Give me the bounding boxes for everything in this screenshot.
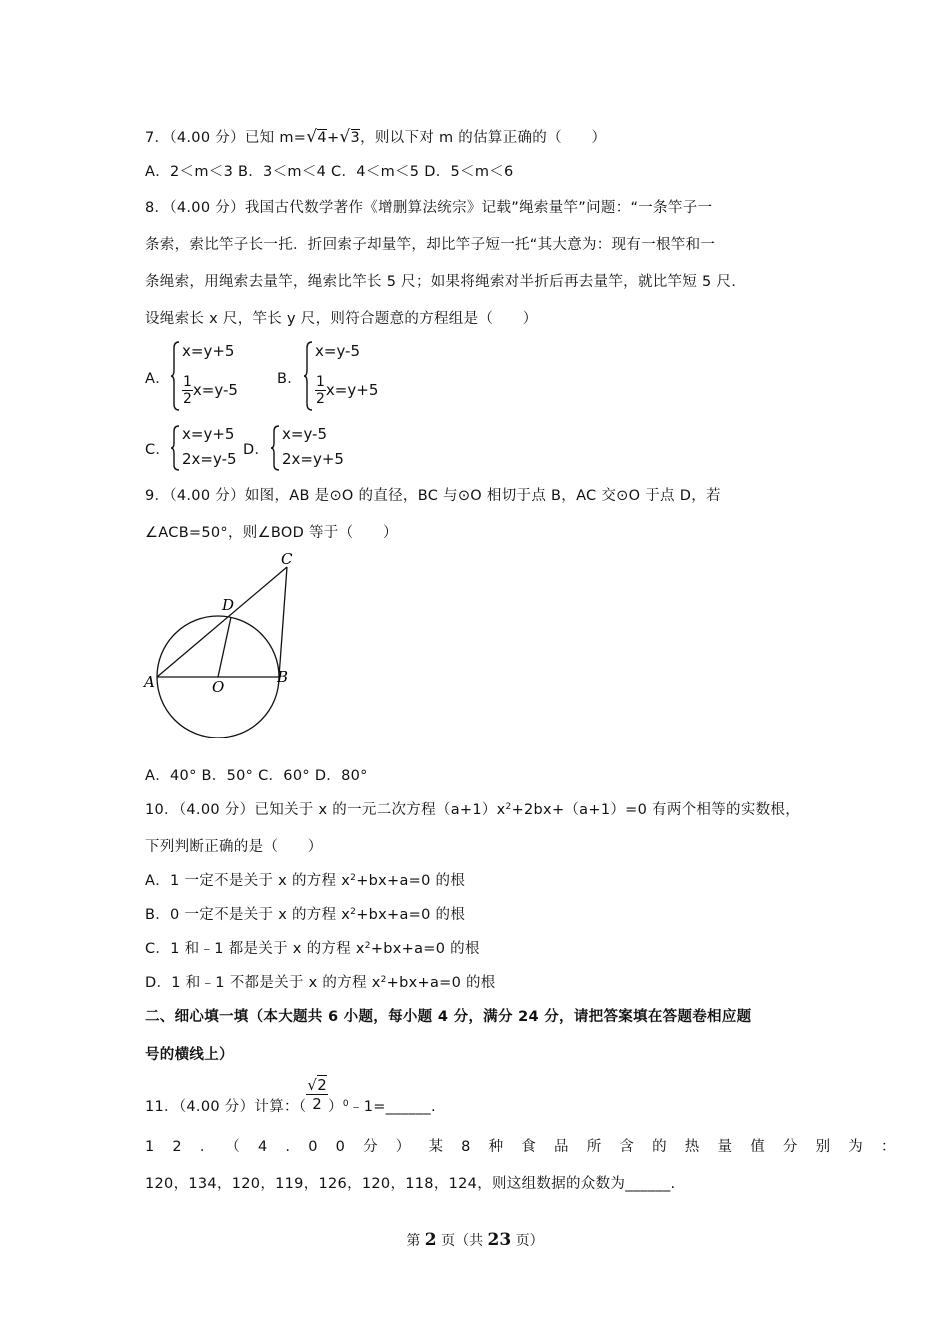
q9-line-2: ∠ACB=50°，则∠BOD 等于（ ） — [145, 525, 398, 541]
q10-line-2: 下列判断正确的是（ ） — [145, 839, 323, 855]
q8-line-1: 8．（4.00 分）我国古代数学著作《增删算法统宗》记载”绳索量竿”问题：“一条竿子一 — [145, 200, 713, 216]
label-a: A — [144, 673, 155, 691]
tangent-bc — [279, 567, 287, 677]
label-c: C — [281, 550, 293, 568]
sqrt-symbol: √ — [307, 1076, 318, 1094]
page-number: 2 — [424, 1230, 437, 1250]
page-total: 23 — [487, 1230, 512, 1250]
q9-options: A．40° B．50° C．60° D．80° — [145, 768, 368, 784]
label-o: O — [212, 678, 225, 696]
sqrt-fraction: $\frac{√2}{2}$ — [307, 1076, 328, 1113]
q8-line-4: 设绳索长 x 尺，竿长 y 尺，则符合题意的方程组是（ ） — [145, 311, 538, 327]
fraction: $\frac{1}{2}$ — [183, 374, 192, 407]
q8-option-a-label: A． — [145, 371, 171, 387]
section-2-heading-cont: 号的横线上） — [145, 1047, 234, 1063]
q8-option-c-label: C． — [145, 442, 171, 458]
q8-option-b-label: B． — [277, 371, 303, 387]
fraction: $\frac{1}{2}$ — [316, 374, 325, 407]
q10-option-c: C．1 和﹣1 都是关于 x 的方程 $x^2+bx+a=0$ 的根 — [145, 941, 480, 957]
q10-option-d: D．1 和﹣1 不都是关于 x 的方程 $x^2+bx+a=0$ 的根 — [145, 975, 496, 991]
label-b: B — [277, 668, 289, 686]
q8-line-2: 条索，索比竿子长一托．折回索子却量竿，却比竿子短一托“其大意为：现有一根竿和一 — [145, 237, 716, 253]
sqrt-symbol: √ — [339, 127, 351, 147]
q12-line-2: 120，134，120，119，126，120，118，124，则这组数据的众数为______. — [145, 1176, 676, 1192]
q8-line-3: 条绳索，用绳索去量竿，绳索比竿长 5 尺；如果将绳索对半折后再去量竿，就比竿短 5 尺. — [145, 274, 737, 290]
q7-stem: 7．（4.00 分）已知 m=√4+√3，则以下对 m 的估算正确的（ ） — [145, 127, 607, 147]
q10-line-1: 10．（4.00 分）已知关于 x 的一元二次方程$(a+1)x^2+2bx+(a+1)=0$ 有两个相等的实数根， — [145, 802, 801, 818]
q7-options: A．2＜m＜3 B．3＜m＜4 C．4＜m＜5 D．5＜m＜6 — [145, 164, 514, 180]
q8-option-d-label: D． — [243, 442, 270, 458]
radius-od — [218, 617, 231, 677]
q9-line-1: 9．（4.00 分）如图，AB 是⊙O 的直径，BC 与⊙O 相切于点 B，AC 交⊙O 于点 D，若 — [145, 488, 721, 504]
circle-tangent-figure — [140, 548, 310, 738]
left-brace-icon — [270, 424, 280, 472]
left-brace-icon — [170, 340, 180, 412]
q10-option-a: A．1 一定不是关于 x 的方程 $x^2+bx+a=0$ 的根 — [145, 873, 466, 889]
q8-option-d-system: x=y-5 2x=y+5 — [270, 424, 350, 472]
q11-stem: 11．（4.00 分）计算：（ $\frac{√2}{2}$ ）$_0﹣1=\_\_\_\_\_\_$. — [145, 1076, 436, 1115]
q8-option-b-system: x=y-5 $\frac{1}{2}$ x=y+5 — [303, 340, 393, 412]
sqrt-symbol: √ — [306, 127, 318, 147]
q10-option-b: B．0 一定不是关于 x 的方程 $x^2+bx+a=0$ 的根 — [145, 907, 466, 923]
page-footer: 第 2 页（共 23 页） — [406, 1230, 544, 1250]
q8-option-a-system: x=y+5 $\frac{1}{2}$ x=y-5 — [170, 340, 260, 412]
left-brace-icon — [170, 424, 180, 472]
label-d: D — [222, 596, 235, 614]
q8-option-c-system: x=y+5 2x=y-5 — [170, 424, 250, 472]
left-brace-icon — [303, 340, 313, 412]
section-2-heading: 二、细心填一填（本大题共 6 小题，每小题 4 分，满分 24 分，请把答案填在答题卷相应题 — [145, 1009, 752, 1025]
q12-line-1: 12．（4.00分）某8种食品所含的热量值分别为： — [145, 1139, 914, 1155]
